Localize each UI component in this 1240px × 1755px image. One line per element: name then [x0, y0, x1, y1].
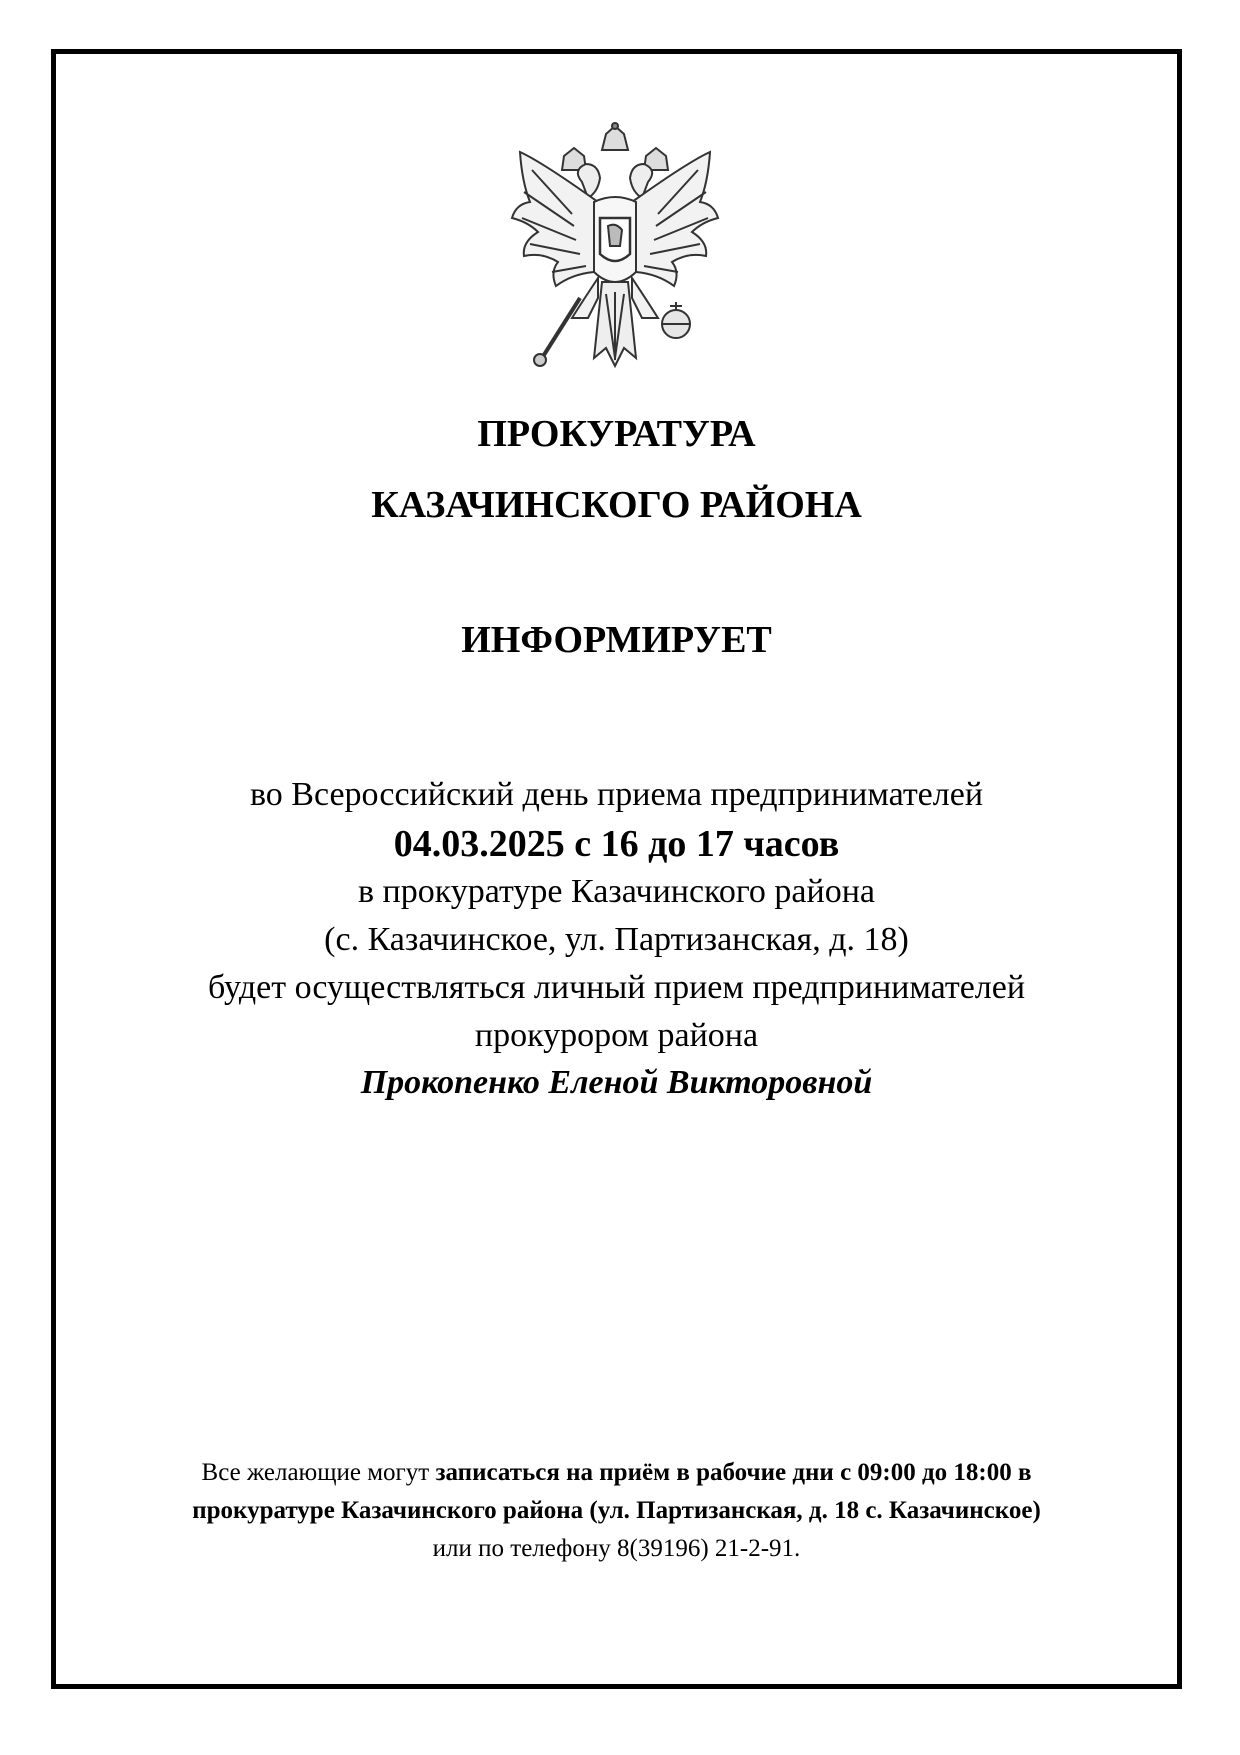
event-location: в прокуратуре Казачинского района — [357, 873, 876, 910]
event-address: (с. Казачинское, ул. Партизанская, д. 18) — [324, 921, 909, 958]
signup-notice-phone: или по телефону 8(39196) 21-2-91. — [432, 1535, 801, 1562]
informs-heading: ИНФОРМИРУЕТ — [461, 619, 772, 661]
event-description: во Всероссийский день приема предпринимателей — [249, 776, 984, 813]
signup-notice-hours: записаться на приём в рабочие дни с 09:00 до 18:00 в — [435, 1459, 1032, 1486]
signup-notice-line-1 — [56, 1456, 1177, 1490]
org-title-line-1: ПРОКУРАТУРА — [477, 413, 756, 455]
signup-notice-line-2: прокуратуре Казачинского района (ул. Партизанская, д. 18 с. Казачинское) — [192, 1497, 1041, 1524]
event-date-time: 04.03.2025 с 16 до 17 часов — [393, 823, 840, 865]
reception-description: будет осуществляться личный прием предпринимателей — [207, 969, 1026, 1006]
coat-of-arms-icon — [502, 122, 728, 370]
signup-notice-intro: Все желающие могут — [201, 1459, 436, 1486]
org-title-line-2: КАЗАЧИНСКОГО РАЙОНА — [371, 484, 862, 526]
prosecutor-name: Прокопенко Еленой Викторовной — [360, 1064, 873, 1101]
reception-by: прокурором района — [474, 1017, 759, 1054]
